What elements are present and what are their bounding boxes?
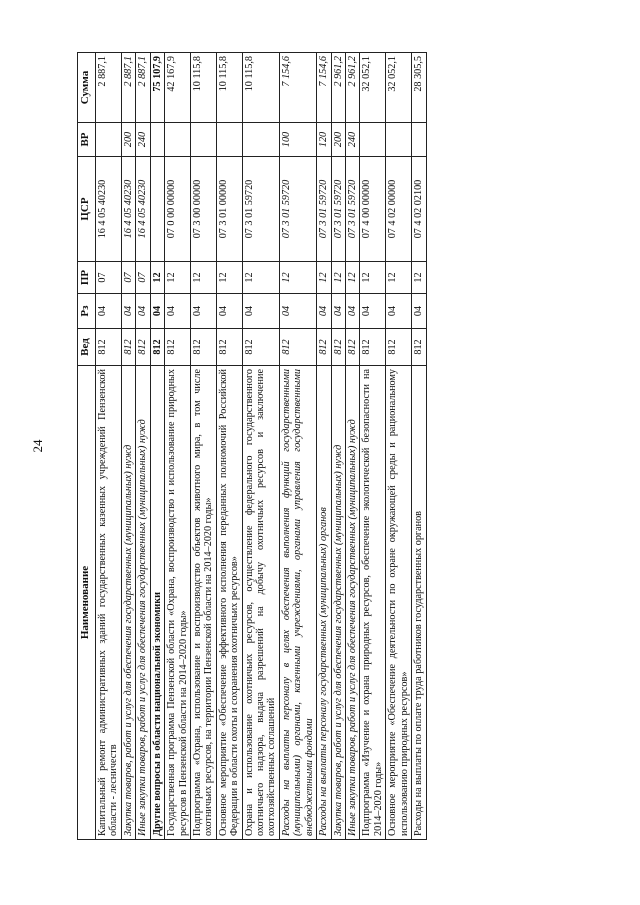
cell-pr: 12 (150, 262, 164, 294)
cell-sum: 10 115,8 (242, 53, 279, 123)
table-row (165, 53, 191, 840)
cell-name: Охрана и использование охотничьих ресурсов, осуществление федерального государственного охотничьего надзора, выдача разрешений на добычу охотничьих ресурсов и заключение охотхозяйственных соглашений (242, 366, 279, 840)
cell-pr: 12 (317, 262, 331, 294)
cell-vr (412, 123, 426, 157)
cell-name: Иные закупки товаров, работ и услуг для обеспечения государственных (муниципальных) нужд (346, 366, 360, 840)
cell-vr (150, 123, 164, 157)
table-row (216, 53, 242, 840)
cell-vr: 240 (136, 123, 150, 157)
cell-rz: 04 (216, 294, 242, 329)
cell-rz: 04 (331, 294, 345, 329)
cell-rz: 04 (242, 294, 279, 329)
cell-pr: 12 (190, 262, 216, 294)
cell-ved: 812 (121, 329, 135, 366)
cell-ved: 812 (317, 329, 331, 366)
cell-pr: 12 (165, 262, 191, 294)
cell-ved: 812 (279, 329, 316, 366)
table-body (96, 53, 427, 840)
table-row (360, 53, 386, 840)
cell-name: Расходы на выплаты персоналу в целях обеспечения выполнения функций государственными (муниципальными) органами, казенными учреждениями, органами управления государственными внебюджетными фондами (279, 366, 316, 840)
cell-pr: 12 (331, 262, 345, 294)
cell-vr (242, 123, 279, 157)
cell-name: Основное мероприятие «Обеспечение эффективного исполнения переданных полномочий Российской Федерации в области охоты и сохранения охотничьих ресурсов» (216, 366, 242, 840)
cell-pr: 12 (360, 262, 386, 294)
cell-vr: 120 (317, 123, 331, 157)
cell-csr: 16 4 05 40230 (121, 157, 135, 262)
cell-vr (96, 123, 122, 157)
cell-rz: 04 (136, 294, 150, 329)
cell-name: Иные закупки товаров, работ и услуг для обеспечения государственных (муниципальных) нужд (136, 366, 150, 840)
cell-csr: 07 0 00 00000 (165, 157, 191, 262)
cell-pr: 07 (121, 262, 135, 294)
cell-ved: 812 (96, 329, 122, 366)
cell-rz: 04 (150, 294, 164, 329)
cell-sum: 2 961,2 (331, 53, 345, 123)
cell-rz: 04 (360, 294, 386, 329)
rotated-table-wrapper (77, 53, 559, 840)
cell-name: Подпрограмма «Охрана, использование и воспроизводство объектов животного мира, в том числе охотничьих ресурсов, на территории Пензенской области на 2014–2020 годы» (190, 366, 216, 840)
table-row (136, 53, 150, 840)
cell-name: Закупка товаров, работ и услуг для обеспечения государственных (муниципальных) нужд (331, 366, 345, 840)
cell-name: Капитальный ремонт административных зданий государственных казенных учреждений Пензенской области - лесничеств (96, 366, 122, 840)
cell-csr: 16 4 05 40230 (96, 157, 122, 262)
page-number: 24 (30, 439, 45, 453)
cell-pr: 12 (386, 262, 412, 294)
cell-sum: 2 887,1 (96, 53, 122, 123)
cell-name: Подпрограмма «Изучение и охрана природных ресурсов, обеспечение экологической безопасности на 2014–2020 годы» (360, 366, 386, 840)
cell-sum: 7 154,6 (279, 53, 316, 123)
cell-pr: 12 (346, 262, 360, 294)
cell-ved: 812 (360, 329, 386, 366)
cell-csr: 07 3 01 59720 (331, 157, 345, 262)
cell-csr: 07 4 00 00000 (360, 157, 386, 262)
cell-csr: 07 3 01 59720 (242, 157, 279, 262)
cell-rz: 04 (412, 294, 426, 329)
table-header-row (78, 53, 96, 840)
cell-rz: 04 (346, 294, 360, 329)
cell-name: Основное мероприятие «Обеспечение деятельности по охране окружающей среды и рациональному использованию природных ресурсов» (386, 366, 412, 840)
cell-csr: 16 4 05 40230 (136, 157, 150, 262)
cell-vr (190, 123, 216, 157)
cell-sum: 2 887,1 (121, 53, 135, 123)
cell-vr (216, 123, 242, 157)
table-row (190, 53, 216, 840)
cell-pr: 12 (279, 262, 316, 294)
cell-sum: 10 115,8 (216, 53, 242, 123)
cell-sum: 7 154,6 (317, 53, 331, 123)
cell-rz: 04 (121, 294, 135, 329)
cell-ved: 812 (331, 329, 345, 366)
cell-sum: 75 107,9 (150, 53, 164, 123)
cell-vr: 200 (121, 123, 135, 157)
cell-rz: 04 (165, 294, 191, 329)
table-row (412, 53, 426, 840)
cell-pr: 07 (136, 262, 150, 294)
cell-sum: 28 305,5 (412, 53, 426, 123)
header-vr: ВР (78, 123, 96, 157)
cell-ved: 812 (216, 329, 242, 366)
cell-sum: 32 052,1 (386, 53, 412, 123)
header-ved: Вед (78, 329, 96, 366)
cell-sum: 32 052,1 (360, 53, 386, 123)
cell-name: Другие вопросы в области национальной экономики (150, 366, 164, 840)
cell-csr: 07 3 01 59720 (317, 157, 331, 262)
cell-name: Расходы на выплаты персоналу государственных (муниципальных) органов (317, 366, 331, 840)
cell-ved: 812 (190, 329, 216, 366)
cell-rz: 04 (386, 294, 412, 329)
cell-ved: 812 (136, 329, 150, 366)
cell-csr: 07 3 01 59720 (279, 157, 316, 262)
cell-pr: 07 (96, 262, 122, 294)
header-pr: ПР (78, 262, 96, 294)
cell-csr (150, 157, 164, 262)
cell-name: Государственная программа Пензенской области «Охрана, воспроизводство и использование природных ресурсов в Пензенской области на 2014–2020 годы» (165, 366, 191, 840)
cell-sum: 2 887,1 (136, 53, 150, 123)
cell-vr (386, 123, 412, 157)
budget-table (77, 52, 427, 840)
cell-sum: 42 167,9 (165, 53, 191, 123)
header-csr: ЦСР (78, 157, 96, 262)
table-row (317, 53, 331, 840)
table-row (121, 53, 135, 840)
cell-pr: 12 (412, 262, 426, 294)
table-row (279, 53, 316, 840)
cell-csr: 07 3 01 00000 (216, 157, 242, 262)
table-row (150, 53, 164, 840)
cell-sum: 2 961,2 (346, 53, 360, 123)
cell-rz: 04 (96, 294, 122, 329)
cell-pr: 12 (216, 262, 242, 294)
cell-rz: 04 (279, 294, 316, 329)
cell-name: Расходы на выплаты по оплате труда работников государственных органов (412, 366, 426, 840)
header-sum: Сумма (78, 53, 96, 123)
cell-vr: 200 (331, 123, 345, 157)
cell-vr: 240 (346, 123, 360, 157)
cell-rz: 04 (190, 294, 216, 329)
table-row (96, 53, 122, 840)
cell-ved: 812 (242, 329, 279, 366)
cell-csr: 07 4 02 00000 (386, 157, 412, 262)
cell-sum: 10 115,8 (190, 53, 216, 123)
cell-ved: 812 (346, 329, 360, 366)
header-name: Наименование (78, 366, 96, 840)
cell-vr: 100 (279, 123, 316, 157)
cell-vr (360, 123, 386, 157)
header-rz: Рз (78, 294, 96, 329)
cell-ved: 812 (386, 329, 412, 366)
cell-ved: 812 (150, 329, 164, 366)
cell-csr: 07 3 01 59720 (346, 157, 360, 262)
cell-name: Закупка товаров, работ и услуг для обеспечения государственных (муниципальных) нужд (121, 366, 135, 840)
table-row (242, 53, 279, 840)
cell-ved: 812 (412, 329, 426, 366)
cell-pr: 12 (242, 262, 279, 294)
cell-csr: 07 3 00 00000 (190, 157, 216, 262)
cell-csr: 07 4 02 02100 (412, 157, 426, 262)
cell-vr (165, 123, 191, 157)
table-row (346, 53, 360, 840)
table-row (386, 53, 412, 840)
cell-rz: 04 (317, 294, 331, 329)
cell-ved: 812 (165, 329, 191, 366)
table-row (331, 53, 345, 840)
